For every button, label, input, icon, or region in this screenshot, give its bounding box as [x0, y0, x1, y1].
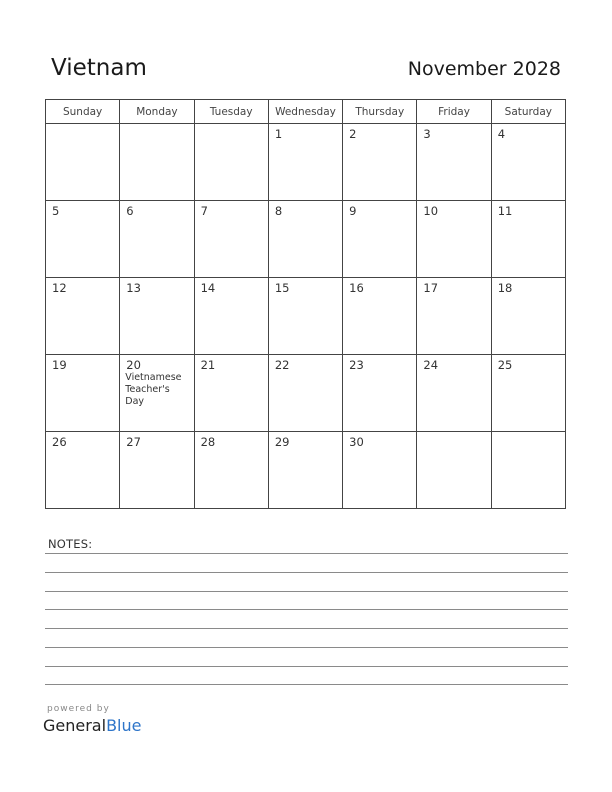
day-cell: [417, 432, 491, 509]
day-cell: [268, 201, 342, 278]
note-line: [45, 572, 568, 573]
day-cell: [417, 124, 491, 201]
day-cell: [491, 432, 565, 509]
week-row: [46, 432, 566, 509]
day-cell: [120, 201, 194, 278]
day-number: 4: [497, 127, 506, 141]
day-cell: [491, 278, 565, 355]
note-line: [45, 609, 568, 610]
calendar-grid: [45, 99, 566, 509]
day-cell: [268, 355, 342, 432]
weekday-saturday: Saturday: [491, 100, 565, 124]
weekday-tuesday: Tuesday: [194, 100, 268, 124]
day-number: 7: [200, 204, 208, 218]
day-number: 27: [126, 435, 141, 449]
day-cell: [120, 124, 194, 201]
day-number: 11: [497, 204, 513, 218]
day-cell: [343, 432, 417, 509]
note-line: [45, 628, 568, 629]
day-number: 12: [52, 281, 67, 295]
day-cell: [417, 355, 491, 432]
day-cell: [491, 124, 565, 201]
day-number: 29: [274, 435, 290, 449]
day-cell: [268, 124, 342, 201]
weekday-friday: Friday: [417, 100, 491, 124]
day-cell: [194, 355, 268, 432]
powered-by-text: powered by: [47, 704, 110, 714]
day-cell: [120, 432, 194, 509]
day-cell: [343, 355, 417, 432]
day-cell: [46, 355, 120, 432]
brand-general: General: [43, 716, 107, 735]
day-number: 1: [274, 127, 283, 141]
day-cell-holiday: [120, 355, 194, 432]
day-number: 10: [423, 204, 439, 218]
month-title: November 2028: [407, 58, 561, 80]
generalblue-logo: [43, 716, 141, 735]
day-number: 9: [349, 204, 357, 218]
day-cell: [491, 355, 565, 432]
day-cell: [491, 201, 565, 278]
country-title: Vietnam: [51, 55, 147, 81]
day-number: 23: [349, 358, 364, 372]
day-cell: [46, 124, 120, 201]
day-cell: [343, 278, 417, 355]
day-number: 16: [349, 281, 364, 295]
day-number: 8: [274, 204, 283, 218]
day-number: 24: [423, 358, 439, 372]
weekday-thursday: Thursday: [343, 100, 417, 124]
day-number: 17: [423, 281, 439, 295]
day-number: 19: [52, 358, 67, 372]
day-cell: [46, 201, 120, 278]
day-number: 3: [423, 127, 431, 141]
day-number: 30: [349, 435, 364, 449]
weekday-header-row: [46, 100, 566, 124]
weekday-monday: Monday: [120, 100, 194, 124]
notes-label: NOTES:: [48, 537, 93, 551]
day-cell: [46, 432, 120, 509]
day-number: 22: [274, 358, 290, 372]
day-number: 14: [200, 281, 216, 295]
week-row: [46, 355, 566, 432]
holiday-label: Vietnamese Teacher's Day: [125, 372, 182, 407]
note-line: [45, 553, 568, 554]
day-cell: [268, 278, 342, 355]
day-cell: [194, 278, 268, 355]
day-number: 21: [200, 358, 216, 372]
weekday-wednesday: Wednesday: [268, 100, 342, 124]
day-cell: [120, 278, 194, 355]
note-line: [45, 666, 568, 667]
day-cell: [343, 201, 417, 278]
day-cell: [417, 201, 491, 278]
day-number: 15: [274, 281, 290, 295]
note-line: [45, 647, 568, 648]
day-number: 26: [52, 435, 67, 449]
day-number: 2: [349, 127, 357, 141]
day-cell: [417, 278, 491, 355]
note-line: [45, 684, 568, 685]
day-number: 18: [497, 281, 513, 295]
brand-blue: Blue: [106, 716, 142, 735]
day-number: 20: [126, 358, 141, 372]
day-cell: [194, 432, 268, 509]
day-cell: [194, 201, 268, 278]
day-cell: [268, 432, 342, 509]
day-number: 5: [52, 204, 60, 218]
weekday-sunday: Sunday: [46, 100, 120, 124]
week-row: [46, 201, 566, 278]
day-cell: [46, 278, 120, 355]
week-row: [46, 124, 566, 201]
day-number: 6: [126, 204, 134, 218]
day-cell: [194, 124, 268, 201]
day-cell: [343, 124, 417, 201]
day-number: 25: [497, 358, 513, 372]
week-row: [46, 278, 566, 355]
day-number: 13: [126, 281, 141, 295]
day-number: 28: [200, 435, 216, 449]
note-line: [45, 591, 568, 592]
